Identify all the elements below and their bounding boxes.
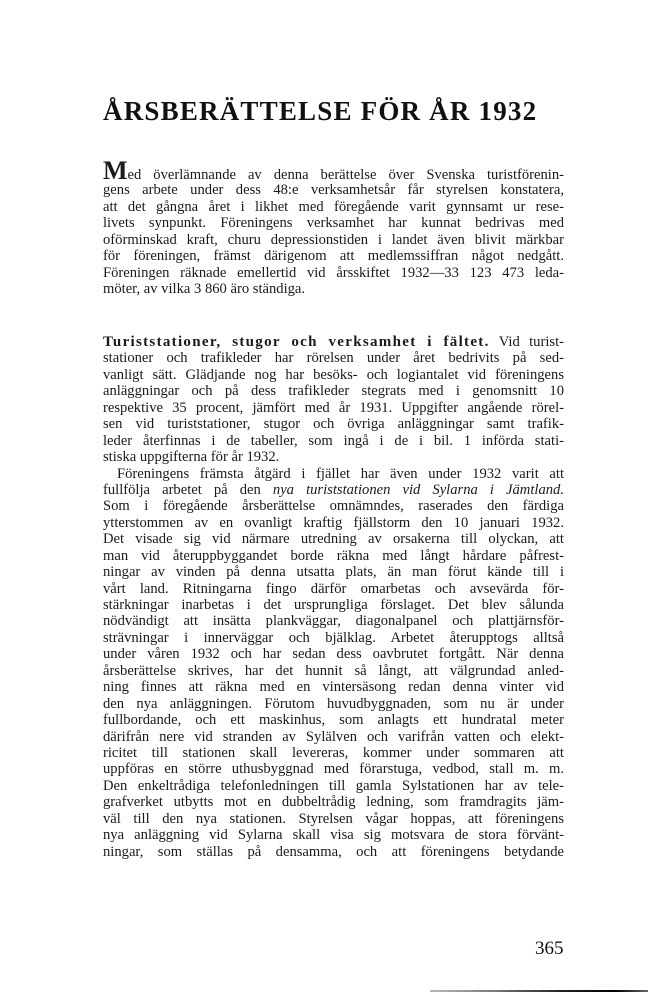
text-line: man vid återuppbyggandet borde räkna med långt hårdare påfrest- xyxy=(103,547,564,564)
text-line: fullbordande, och ett maskinhus, som anlagts ett hundratal meter xyxy=(103,712,564,729)
text-line: ningar, som ställas på densamma, och att föreningens betydande xyxy=(103,843,564,860)
page-number: 365 xyxy=(535,938,564,959)
text-line: under våren 1932 och har sedan dess oavbrutet fortgått. När denna xyxy=(103,646,564,663)
text-line: Det visade sig vid närmare utredning av orsakerna till olyckan, att xyxy=(103,531,564,548)
text-line: nya anläggning vid Sylarna skall visa sig motsvara de stora förvänt- xyxy=(103,827,564,844)
italic-place-name: nya turiststationen vid Sylarna i Jämtland. xyxy=(272,481,564,498)
text-line: Föreningens främsta åtgärd i fjället har även under 1932 varit att xyxy=(117,465,564,482)
text-line: årsberättelse skrives, har det hunnit så långt, att välgrundad anled- xyxy=(103,662,564,679)
text-line: anläggningar och på dess trafikleder stegrats med i genomsnitt 10 xyxy=(103,383,564,400)
text-line: för föreningen, främst därigenom att medlemssiffran något nedgått. xyxy=(103,248,564,265)
text-line: sen vid turiststationer, stugor och övriga anläggningar samt trafik- xyxy=(103,416,564,433)
dropcap: M xyxy=(103,156,128,185)
section-turiststationer xyxy=(103,334,564,860)
text-line: väl till den nya stationen. Styrelsen vågar hoppas, att föreningens xyxy=(103,810,564,827)
text-line: vanligt sätt. Glädjande nog har besöks- och logiantalet vid föreningens xyxy=(103,366,564,383)
intro-paragraph xyxy=(103,156,564,298)
text-line: strävningar i innerväggar och bjälklag. Arbetet återupptogs alltså xyxy=(103,629,564,646)
text-line: ytterstommen av en ovanligt kraftig fjällstorm den 10 januari 1932. xyxy=(103,514,564,531)
text-line: stiska uppgifterna för år 1932. xyxy=(103,449,280,466)
text-line: grafverket utbytts mot en dubbeltrådig ledning, som framdragits jäm- xyxy=(103,794,564,811)
text-line: Som i föregående årsberättelse omnämndes, raserades den färdiga xyxy=(103,498,564,515)
text-line: uppföras en större uthusbyggnad med förarstuga, vedbod, stall m. m. xyxy=(103,761,564,778)
text-line: gens arbete under dess 48:e verksamhetsår får styrelsen konstatera, xyxy=(103,182,564,199)
text-line: ricitet till stationen skall levereras, kommer under sommaren att xyxy=(103,744,564,761)
text-line: vårt land. Ritningarna fingo därför omarbetas och avsevärda för- xyxy=(103,580,564,597)
text-line: ning finnes att räkna med en vintersäsong redan denna vinter vid xyxy=(103,679,564,696)
text-line: att det gångna året i likhet med föregående varit gynnsamt ur rese- xyxy=(103,198,564,215)
text-line: stärkningar inarbetas i det ursprungliga förslaget. Det blev sålunda xyxy=(103,597,564,613)
text-line: den nya anläggningen. Förutom huvudbyggnaden, som nu är under xyxy=(103,695,564,712)
section-heading: Turiststationer, stugor och verksamhet i fältet. xyxy=(103,334,490,350)
text-line: oförminskad kraft, churu depressionstiden i landet även blivit märkbar xyxy=(103,231,564,248)
text-line: livets synpunkt. Föreningens verksamhet har kunnat bedrivas med xyxy=(103,215,564,232)
page-title: ÅRSBERÄTTELSE FÖR ÅR 1932 xyxy=(103,96,538,126)
text-line: stationer och trafikleder har rörelsen under året bedrivits på sed- xyxy=(103,350,564,367)
text-line: fullfölja arbetet på den nya turiststationen vid Sylarna i Jämtland. xyxy=(103,481,564,498)
text-line: leder återfinnas i de tabeller, som ingå i de i bil. 1 införda stati- xyxy=(103,432,564,449)
text-line: respektive 35 procent, jämfört med år 1931. Uppgifter angående rörel- xyxy=(103,399,564,416)
text-line: Den enkeltrådiga telefonledningen till gamla Sylstationen har av tele- xyxy=(103,777,564,794)
text-line: ningar av vinden på denna utsatta plats, än man förut kände till i xyxy=(103,564,564,581)
text-line: möter, av vilka 3 860 äro ständiga. xyxy=(103,281,306,298)
section-heading-line: Turiststationer, stugor och verksamhet i fältet. Vid turist- xyxy=(103,334,564,350)
text-line: Med överlämnande av denna berättelse över Svenska turistförenin- xyxy=(103,156,564,185)
text-line: nödvändigt att insätta plankväggar, diagonalpanel och plattjärnsför- xyxy=(103,613,564,630)
text-line: Föreningen räknade emellertid vid årsskiftet 1932—33 123 473 leda- xyxy=(103,264,564,281)
text-line: därifrån nere vid stranden av Sylälven och varifrån vatten och elekt- xyxy=(103,728,564,745)
